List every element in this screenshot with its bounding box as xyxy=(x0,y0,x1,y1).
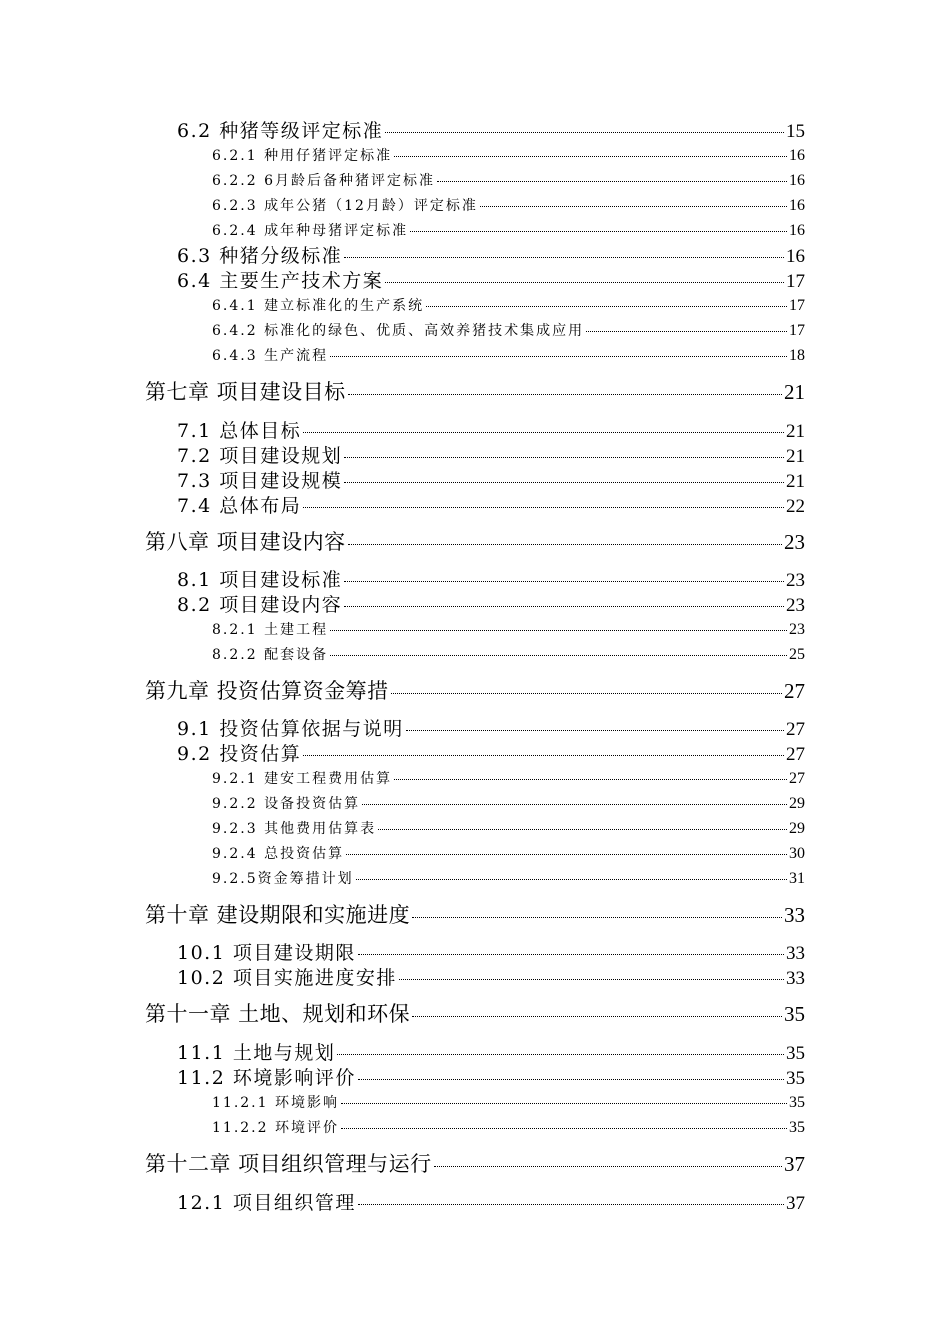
toc-entry-title: 9.2.2 设备投资估算 xyxy=(212,796,361,812)
toc-entry-title: 9.2 投资估算 xyxy=(177,743,302,765)
toc-section-entry[interactable] xyxy=(177,565,805,592)
toc-dot-leader xyxy=(341,1128,787,1129)
toc-entry-title: 6.3 种猪分级标准 xyxy=(177,245,343,267)
toc-dot-leader xyxy=(337,1054,784,1055)
toc-page-number: 35 xyxy=(789,1094,805,1111)
toc-entry-title: 10.2 项目实施进度安排 xyxy=(177,967,397,989)
toc-chapter-entry[interactable] xyxy=(145,899,805,929)
toc-dot-leader xyxy=(303,755,784,756)
toc-subsection-entry[interactable] xyxy=(212,295,805,315)
toc-section-entry[interactable] xyxy=(177,416,805,443)
toc-entry-title: 11.2.2 环境评价 xyxy=(212,1120,339,1136)
toc-page-number: 22 xyxy=(786,496,805,517)
toc-section-entry[interactable] xyxy=(177,466,805,493)
toc-section-entry[interactable] xyxy=(177,963,805,990)
toc-entry-title: 第七章 项目建设目标 xyxy=(145,380,346,404)
toc-entry-title: 6.2 种猪等级评定标准 xyxy=(177,120,384,142)
toc-chapter-entry[interactable] xyxy=(145,526,805,556)
toc-page-number: 17 xyxy=(789,322,805,339)
toc-entry-title: 7.1 总体目标 xyxy=(177,420,302,442)
toc-subsection-entry[interactable] xyxy=(212,345,805,365)
toc-page-number: 23 xyxy=(786,570,805,591)
toc-dot-leader xyxy=(341,1103,787,1104)
toc-entry-title: 9.2.4 总投资估算 xyxy=(212,846,345,862)
toc-dot-leader xyxy=(356,879,787,880)
toc-page-number: 23 xyxy=(786,595,805,616)
toc-subsection-entry[interactable] xyxy=(212,170,805,190)
toc-dot-leader xyxy=(410,231,787,232)
toc-page-number: 25 xyxy=(789,646,805,663)
toc-page-number: 27 xyxy=(789,770,805,787)
toc-entry-title: 12.1 项目组织管理 xyxy=(177,1192,356,1214)
toc-page-number: 27 xyxy=(784,679,805,703)
toc-dot-leader xyxy=(362,804,787,805)
toc-entry-title: 6.2.1 种用仔猪评定标准 xyxy=(212,148,393,164)
toc-entry-title: 11.2 环境影响评价 xyxy=(177,1067,356,1089)
toc-entry-title: 9.2.3 其他费用估算表 xyxy=(212,821,377,837)
toc-subsection-entry[interactable] xyxy=(212,1117,805,1137)
toc-section-entry[interactable] xyxy=(177,1063,805,1090)
toc-entry-title: 8.2.1 土建工程 xyxy=(212,622,329,638)
toc-entry-title: 6.2.3 成年公猪（12月龄）评定标准 xyxy=(212,198,478,214)
toc-page-number: 27 xyxy=(786,744,805,765)
toc-page-number: 18 xyxy=(789,347,805,364)
toc-entry-title: 6.4.3 生产流程 xyxy=(212,348,329,364)
toc-page-number: 33 xyxy=(784,903,805,927)
toc-page-number: 16 xyxy=(786,246,805,267)
toc-dot-leader xyxy=(358,1079,784,1080)
toc-subsection-entry[interactable] xyxy=(212,1092,805,1112)
toc-chapter-entry[interactable] xyxy=(145,675,805,705)
toc-page-number: 16 xyxy=(789,172,805,189)
toc-entry-title: 8.2 项目建设内容 xyxy=(177,594,343,616)
toc-dot-leader xyxy=(406,730,784,731)
toc-subsection-entry[interactable] xyxy=(212,145,805,165)
toc-dot-leader xyxy=(399,979,784,980)
toc-page-number: 16 xyxy=(789,222,805,239)
toc-entry-title: 9.2.1 建安工程费用估算 xyxy=(212,771,393,787)
toc-dot-leader xyxy=(385,132,784,133)
toc-subsection-entry[interactable] xyxy=(212,868,805,888)
toc-dot-leader xyxy=(412,917,782,918)
toc-dot-leader xyxy=(434,1166,782,1167)
toc-entry-title: 6.4.2 标准化的绿色、优质、高效养猪技术集成应用 xyxy=(212,323,585,339)
toc-entry-title: 8.1 项目建设标准 xyxy=(177,569,343,591)
toc-dot-leader xyxy=(344,457,784,458)
toc-entry-title: 11.2.1 环境影响 xyxy=(212,1095,339,1111)
toc-entry-title: 9.2.5资金筹措计划 xyxy=(212,871,354,887)
toc-entry-title: 第八章 项目建设内容 xyxy=(145,530,346,554)
toc-dot-leader xyxy=(348,544,782,545)
toc-dot-leader xyxy=(303,507,784,508)
toc-page-number: 35 xyxy=(786,1043,805,1064)
toc-entry-title: 6.4.1 建立标准化的生产系统 xyxy=(212,298,425,314)
toc-dot-leader xyxy=(330,356,787,357)
toc-page-number: 23 xyxy=(789,621,805,638)
toc-dot-leader xyxy=(586,331,787,332)
toc-page-number: 29 xyxy=(789,795,805,812)
toc-entry-title: 7.4 总体布局 xyxy=(177,495,302,517)
toc-section-entry[interactable] xyxy=(177,266,805,293)
toc-page-number: 16 xyxy=(789,147,805,164)
toc-section-entry[interactable] xyxy=(177,241,805,268)
toc-page-number: 37 xyxy=(786,1193,805,1214)
toc-dot-leader xyxy=(385,282,784,283)
toc-page-number: 21 xyxy=(786,446,805,467)
toc-entry-title: 6.2.2 6月龄后备种猪评定标准 xyxy=(212,173,435,189)
toc-dot-leader xyxy=(358,1204,784,1205)
toc-section-entry[interactable] xyxy=(177,590,805,617)
toc-subsection-entry[interactable] xyxy=(212,320,805,340)
toc-dot-leader xyxy=(437,181,787,182)
toc-dot-leader xyxy=(346,854,787,855)
toc-page-number: 30 xyxy=(789,845,805,862)
toc-dot-leader xyxy=(303,432,784,433)
toc-entry-title: 8.2.2 配套设备 xyxy=(212,647,329,663)
toc-subsection-entry[interactable] xyxy=(212,768,805,788)
toc-section-entry[interactable] xyxy=(177,739,805,766)
toc-subsection-entry[interactable] xyxy=(212,619,805,639)
toc-chapter-entry[interactable] xyxy=(145,998,805,1028)
toc-entry-title: 6.2.4 成年种母猪评定标准 xyxy=(212,223,409,239)
toc-subsection-entry[interactable] xyxy=(212,644,805,664)
toc-subsection-entry[interactable] xyxy=(212,843,805,863)
toc-page-number: 29 xyxy=(789,820,805,837)
toc-entry-title: 11.1 土地与规划 xyxy=(177,1042,336,1064)
toc-section-entry[interactable] xyxy=(177,938,805,965)
toc-section-entry[interactable] xyxy=(177,1038,805,1065)
toc-page-number: 33 xyxy=(786,943,805,964)
toc-chapter-entry[interactable] xyxy=(145,1148,805,1178)
toc-subsection-entry[interactable] xyxy=(212,793,805,813)
toc-page-number: 21 xyxy=(784,380,805,404)
toc-entry-title: 7.3 项目建设规模 xyxy=(177,470,343,492)
toc-section-entry[interactable] xyxy=(177,116,805,143)
toc-page-number: 33 xyxy=(786,968,805,989)
toc-dot-leader xyxy=(358,954,784,955)
toc-entry-title: 10.1 项目建设期限 xyxy=(177,942,356,964)
toc-dot-leader xyxy=(412,1016,782,1017)
toc-entry-title: 第十二章 项目组织管理与运行 xyxy=(145,1152,432,1176)
toc-dot-leader xyxy=(394,779,787,780)
toc-page-number: 17 xyxy=(786,271,805,292)
toc-page-number: 16 xyxy=(789,197,805,214)
toc-page-number: 21 xyxy=(786,471,805,492)
toc-dot-leader xyxy=(344,257,784,258)
toc-dot-leader xyxy=(378,829,787,830)
toc-section-entry[interactable] xyxy=(177,491,805,518)
toc-subsection-entry[interactable] xyxy=(212,220,805,240)
toc-page-number: 17 xyxy=(789,297,805,314)
toc-subsection-entry[interactable] xyxy=(212,195,805,215)
toc-entry-title: 第十一章 土地、规划和环保 xyxy=(145,1002,411,1026)
toc-section-entry[interactable] xyxy=(177,441,805,468)
toc-dot-leader xyxy=(344,482,784,483)
toc-entry-title: 6.4 主要生产技术方案 xyxy=(177,270,384,292)
toc-dot-leader xyxy=(344,581,784,582)
toc-dot-leader xyxy=(348,394,782,395)
toc-page-number: 37 xyxy=(784,1152,805,1176)
toc-dot-leader xyxy=(426,306,787,307)
toc-dot-leader xyxy=(330,630,787,631)
toc-dot-leader xyxy=(330,655,787,656)
toc-subsection-entry[interactable] xyxy=(212,818,805,838)
toc-page-number: 31 xyxy=(789,870,805,887)
toc-section-entry[interactable] xyxy=(177,1188,805,1215)
toc-dot-leader xyxy=(391,693,782,694)
toc-dot-leader xyxy=(480,206,787,207)
toc-entry-title: 第十章 建设期限和实施进度 xyxy=(145,903,411,927)
toc-entry-title: 9.1 投资估算依据与说明 xyxy=(177,718,404,740)
toc-page-number: 23 xyxy=(784,530,805,554)
toc-page-number: 21 xyxy=(786,421,805,442)
toc-chapter-entry[interactable] xyxy=(145,376,805,406)
toc-dot-leader xyxy=(394,156,787,157)
toc-section-entry[interactable] xyxy=(177,714,805,741)
toc-page-number: 35 xyxy=(786,1068,805,1089)
toc-page-number: 27 xyxy=(786,719,805,740)
toc-entry-title: 第九章 投资估算资金筹措 xyxy=(145,679,389,703)
toc-dot-leader xyxy=(344,606,784,607)
toc-page-number: 35 xyxy=(789,1119,805,1136)
toc-page-number: 15 xyxy=(786,121,805,142)
toc-page-number: 35 xyxy=(784,1002,805,1026)
toc-entry-title: 7.2 项目建设规划 xyxy=(177,445,343,467)
